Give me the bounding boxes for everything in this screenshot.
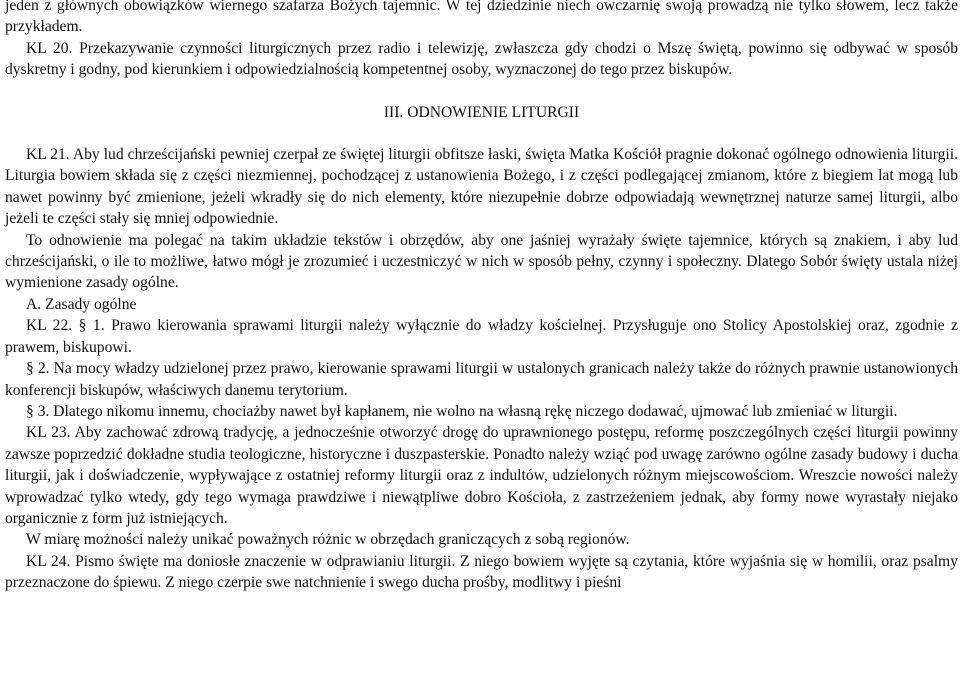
paragraph-kl23: KL 23. Aby zachować zdrową tradycję, a jednocześnie otworzyć drogę do uprawnionego postępu, reformę poszczególnych części liturgii powinny zawsze poprzedzić dokładne studia teologiczne, historyczne i duszpasterskie. Ponadto należy wziąć pod uwagę zarówno ogólne zasady budowy i ducha liturgii, jak i doświadczenie, wypływające z ostatniej reformy liturgii oraz z indultów, udzielonych różnym miejscowościom. Wreszcie nowości należy wprowadzać tylko wtedy, gdy tego wymaga prawdziwe i niewątpliwe dobro Kościoła, z zastrzeżeniem jednak, aby formy nowe wyrastały niejako organicznie z form już istniejących.: [5, 424, 958, 527]
paragraph-differences: W miarę możności należy unikać poważnych różnic w obrzędach graniczących z sobą regionów.: [26, 531, 630, 549]
paragraph-continuation: jeden z głównych obowiązków wiernego szafarza Bożych tajemnic. W tej dziedzinie niech owczarnię swoją prowadzą nie tylko słowem, lecz także przykładem.: [5, 0, 958, 36]
paragraph-kl22-1: KL 22. § 1. Prawo kierowania sprawami liturgii należy wyłącznie do władzy kościelnej. Przysługuje ono Stolicy Apostolskiej oraz, zgodnie z prawem, biskupowi.: [5, 317, 958, 356]
document-page: [5, 0, 958, 594]
paragraph-kl24: KL 24. Pismo święte ma doniosłe znaczenie w odprawianiu liturgii. Z niego bowiem wyjęte są czytania, które wyjaśnia się w homilii, oraz psalmy przeznaczone do śpiewu. Z niego czerpie swe natchnienie i swego ducha prośby, modlitwy i pieśni: [5, 552, 958, 592]
paragraph-kl20: KL 20. Przekazywanie czynności liturgicznych przez radio i telewizję, zwłaszcza gdy chodzi o Mszę świętą, powinno się odbywać w sposób dyskretny i godny, pod kierunkiem i odpowiedzialnością kompetentnej osoby, wyznaczonej do tego przez biskupów.: [5, 39, 958, 79]
paragraph-kl21: KL 21. Aby lud chrześcijański pewniej czerpał ze świętej liturgii obfitsze łaski, święta Matka Kościół pragnie dokonać ogólnego odnowienia liturgii. Liturgia bowiem składa się z części niezmiennej, pochodzącej z ustanowienia Bożego, i z części podlegającej zmianom, które z biegiem lat mogą lub nawet powinny być zmienione, jeżeli wkradły się do nich elementy, które niezupełnie dobrze odpowiadają wewnętrznej naturze samej liturgii, albo jeżeli te części stały się mniej odpowiednie.: [5, 146, 958, 228]
paragraph-kl22-3: § 3. Dlatego nikomu innemu, chociażby nawet był kapłanem, nie wolno na własną rękę niczego dodawać, ujmować lub zmieniać w liturgii.: [26, 402, 898, 420]
subsection-heading: A. Zasady ogólne: [26, 295, 137, 313]
paragraph-kl22-2: § 2. Na mocy władzy udzielonej przez prawo, kierowanie sprawami liturgii w ustalonych granicach należy także do różnych prawnie ustanowionych konferencji biskupów, właściwych danemu terytorium.: [5, 360, 958, 399]
section-heading: III. ODNOWIENIE LITURGII: [383, 103, 580, 121]
paragraph-renewal: To odnowienie ma polegać na takim układzie tekstów i obrzędów, aby one jaśniej wyrażały święte tajemnice, których są znakiem, i aby lud chrześcijański, o ile to możliwe, łatwo mógł je zrozumieć i uczestniczyć w nich w sposób pełny, czynny i społeczny. Dlatego Sobór święty ustala niżej wymienione zasady ogólne.: [5, 231, 958, 292]
